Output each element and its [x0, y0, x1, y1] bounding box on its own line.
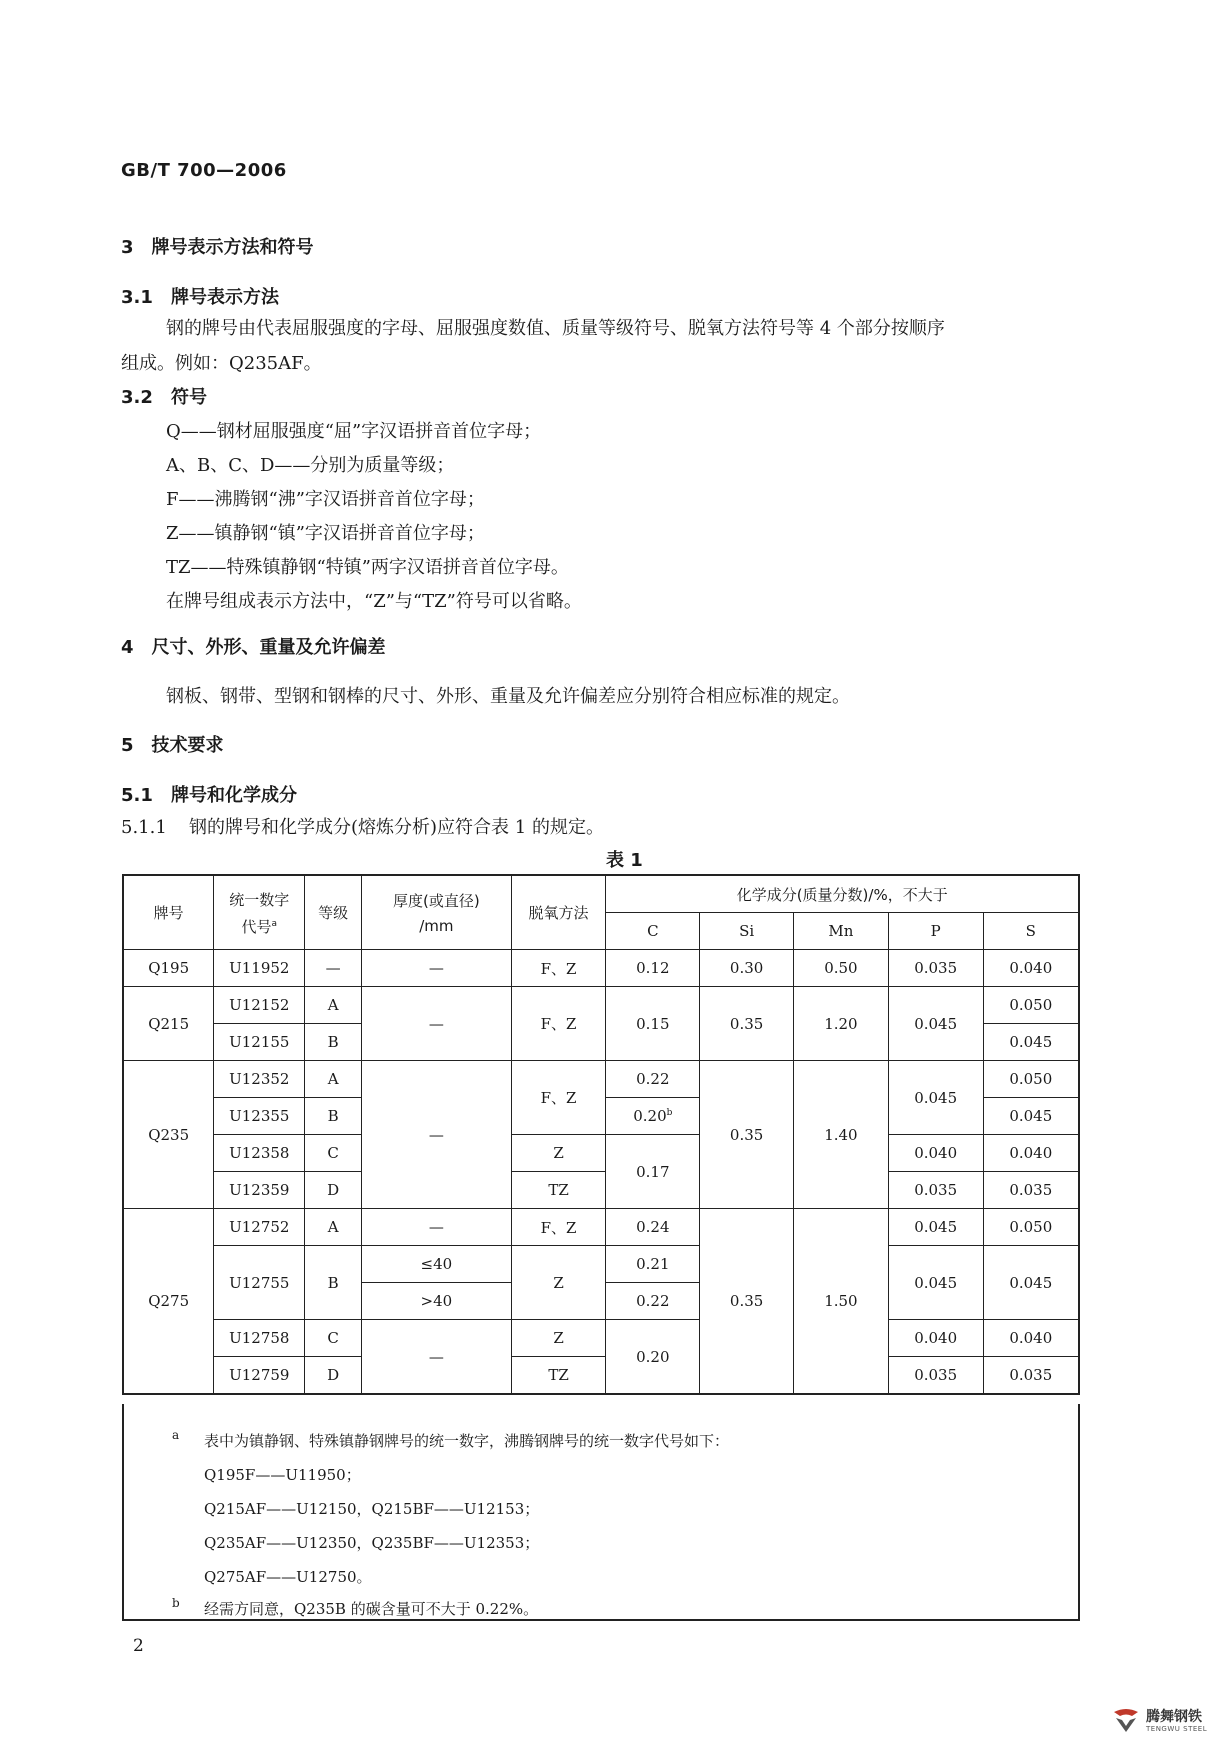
section-3-2-heading [121, 383, 207, 409]
cell-deox: TZ [511, 1357, 606, 1395]
table-row [123, 1246, 1079, 1283]
section-title: 符号 [171, 387, 207, 408]
symbol-line: A、B、C、D——分别为质量等级； [166, 455, 455, 476]
header-code-label: 代号 [241, 917, 272, 936]
note-a-line: Q235AF——U12350，Q235BF——U12353； [204, 1534, 540, 1552]
paragraph: 组成。例如：Q235AF。 [121, 353, 322, 374]
cell-thickness: — [362, 1209, 512, 1246]
cell-deox: F、Z [511, 987, 606, 1061]
header-si: Si [700, 913, 794, 950]
cell-s: 0.040 [983, 1135, 1079, 1172]
cell-level: — [305, 950, 362, 987]
note-a-line: Q195F——U11950； [204, 1466, 361, 1484]
symbol-line: TZ——特殊镇静钢“特镇”两字汉语拼音首位字母。 [166, 557, 569, 578]
cell-si: 0.35 [700, 987, 794, 1061]
note-b-mark: b [172, 1596, 180, 1610]
header-level: 等级 [305, 875, 362, 950]
cell-p: 0.045 [888, 987, 983, 1061]
cell-thickness: — [362, 1320, 512, 1395]
cell-s: 0.045 [983, 1098, 1079, 1135]
symbol-line: F——沸腾钢“沸”字汉语拼音首位字母； [166, 489, 485, 510]
cell-s: 0.050 [983, 1209, 1079, 1246]
cell-thickness: — [362, 987, 512, 1061]
header-c: C [606, 913, 700, 950]
header-thickness-line2: /mm [419, 917, 454, 935]
cell-code: U12358 [214, 1135, 305, 1172]
cell-code: U12352 [214, 1061, 305, 1098]
table-row [123, 1357, 1079, 1395]
section-title: 牌号表示方法 [171, 287, 279, 308]
table-row [123, 1135, 1079, 1172]
note-a-line: 表中为镇静钢、特殊镇静钢牌号的统一数字，沸腾钢牌号的统一数字代号如下： [204, 1432, 730, 1450]
section-number: 3.1 [121, 287, 153, 308]
table-row [123, 1320, 1079, 1357]
table-row [123, 987, 1079, 1024]
cell-c: 0.21 [606, 1246, 700, 1283]
cell-p: 0.040 [888, 1135, 983, 1172]
standard-code: GB/T 700—2006 [121, 160, 287, 181]
paragraph: 钢的牌号和化学成分(熔炼分析)应符合表 1 的规定。 [189, 817, 604, 838]
cell-code: U12759 [214, 1357, 305, 1395]
cell-c: 0.24 [606, 1209, 700, 1246]
section-5-1-1 [121, 813, 604, 839]
logo-mark-icon [1110, 1704, 1142, 1736]
table-row [123, 1061, 1079, 1098]
header-deoxidation: 脱氧方法 [511, 875, 606, 950]
cell-code: U12359 [214, 1172, 305, 1209]
cell-level: C [305, 1320, 362, 1357]
cell-code: U12758 [214, 1320, 305, 1357]
cell-p: 0.035 [888, 950, 983, 987]
cell-deox: TZ [511, 1172, 606, 1209]
cell-thickness: — [362, 950, 512, 987]
cell-c: 0.15 [606, 987, 700, 1061]
cell-grade: Q195 [123, 950, 214, 987]
cell-mn: 1.20 [794, 987, 889, 1061]
cell-mn: 1.50 [794, 1209, 889, 1395]
cell-level: A [305, 1209, 362, 1246]
cell-s: 0.040 [983, 1320, 1079, 1357]
header-code-line1: 统一数字 [229, 890, 290, 909]
cell-c: 0.17 [606, 1135, 700, 1209]
cell-s: 0.035 [983, 1357, 1079, 1395]
section-number: 5.1.1 [121, 817, 167, 838]
cell-mn: 0.50 [794, 950, 889, 987]
chemical-composition-table [122, 874, 1080, 1395]
cell-s: 0.050 [983, 1061, 1079, 1098]
logo-subtext: TENGWU STEEL [1146, 1725, 1208, 1733]
cell-deox: F、Z [511, 950, 606, 987]
section-5-title: 5 技术要求 [121, 735, 224, 756]
note-b-line: 经需方同意，Q235B 的碳含量可不大于 0.22%。 [204, 1600, 539, 1618]
section-title: 牌号和化学成分 [171, 785, 297, 806]
cell-c: 0.22 [606, 1283, 700, 1320]
cell-s: 0.040 [983, 950, 1079, 987]
cell-s: 0.045 [983, 1246, 1079, 1320]
table-header-row [123, 875, 1079, 913]
cell-code: U11952 [214, 950, 305, 987]
section-number: 5.1 [121, 785, 153, 806]
cell-p: 0.045 [888, 1209, 983, 1246]
cell-p: 0.035 [888, 1357, 983, 1395]
cell-thickness: >40 [362, 1283, 512, 1320]
table-row [123, 1209, 1079, 1246]
cell-level: A [305, 1061, 362, 1098]
cell-deox: Z [511, 1246, 606, 1320]
cell-p: 0.040 [888, 1320, 983, 1357]
cell-grade: Q235 [123, 1061, 214, 1209]
header-thickness [362, 875, 512, 950]
table-notes [122, 1404, 1080, 1621]
cell-grade: Q275 [123, 1209, 214, 1395]
cell-level: B [305, 1098, 362, 1135]
header-code-line2 [214, 916, 304, 937]
cell-c: 0.20 [606, 1320, 700, 1395]
symbol-line: Q——钢材屈服强度“屈”字汉语拼音首位字母； [166, 421, 542, 442]
footnote-b-ref: b [666, 1108, 673, 1118]
paragraph: 钢板、钢带、型钢和钢棒的尺寸、外形、重量及允许偏差应分别符合相应标准的规定。 [166, 686, 850, 707]
symbol-line: 在牌号组成表示方法中，“Z”与“TZ”符号可以省略。 [166, 591, 582, 612]
cell-code: U12155 [214, 1024, 305, 1061]
section-number: 3.2 [121, 387, 153, 408]
company-logo [1110, 1700, 1225, 1744]
page-number: 2 [133, 1636, 144, 1656]
cell-deox: F、Z [511, 1209, 606, 1246]
section-5-1-heading [121, 781, 297, 807]
cell-p: 0.045 [888, 1246, 983, 1320]
header-p: P [888, 913, 983, 950]
cell-deox: Z [511, 1135, 606, 1172]
cell-c-value: 0.20 [633, 1107, 667, 1125]
cell-level: C [305, 1135, 362, 1172]
cell-thickness: — [362, 1061, 512, 1209]
section-3-title: 3 牌号表示方法和符号 [121, 237, 314, 258]
cell-grade: Q215 [123, 987, 214, 1061]
header-grade: 牌号 [123, 875, 214, 950]
table-caption: 表 1 [606, 850, 643, 871]
cell-s: 0.045 [983, 1024, 1079, 1061]
cell-s: 0.050 [983, 987, 1079, 1024]
header-thickness-line1: 厚度(或直径) [393, 892, 480, 910]
symbol-line: Z——镇静钢“镇”字汉语拼音首位字母； [166, 523, 485, 544]
cell-level: D [305, 1172, 362, 1209]
header-s: S [983, 913, 1079, 950]
cell-p: 0.045 [888, 1061, 983, 1135]
paragraph: 钢的牌号由代表屈服强度的字母、屈服强度数值、质量等级符号、脱氧方法符号等 4 个部分按顺序 [166, 318, 945, 339]
section-4-title: 4 尺寸、外形、重量及允许偏差 [121, 637, 386, 658]
cell-deox: F、Z [511, 1061, 606, 1135]
note-a-line: Q275AF——U12750。 [204, 1568, 372, 1586]
cell-s: 0.035 [983, 1172, 1079, 1209]
cell-code: U12755 [214, 1246, 305, 1320]
cell-code: U12752 [214, 1209, 305, 1246]
cell-mn: 1.40 [794, 1061, 889, 1209]
section-3-1-heading [121, 283, 279, 309]
logo-text: 腾舞钢铁 [1146, 1709, 1202, 1725]
cell-si: 0.35 [700, 1061, 794, 1209]
cell-code: U12152 [214, 987, 305, 1024]
footnote-a-ref: a [271, 918, 278, 929]
cell-c: 0.12 [606, 950, 700, 987]
header-mn: Mn [794, 913, 889, 950]
cell-p: 0.035 [888, 1172, 983, 1209]
note-a-line: Q215AF——U12150，Q215BF——U12153； [204, 1500, 540, 1518]
header-chemical: 化学成分(质量分数)/%，不大于 [606, 875, 1079, 913]
cell-c: 0.22 [606, 1061, 700, 1098]
cell-deox: Z [511, 1320, 606, 1357]
cell-code: U12355 [214, 1098, 305, 1135]
cell-si: 0.30 [700, 950, 794, 987]
note-a-mark: a [172, 1428, 180, 1442]
header-code [214, 875, 305, 950]
table-row [123, 1172, 1079, 1209]
cell-thickness: ≤40 [362, 1246, 512, 1283]
table-row [123, 950, 1079, 987]
cell-level: D [305, 1357, 362, 1395]
cell-si: 0.35 [700, 1209, 794, 1395]
cell-c [606, 1098, 700, 1135]
cell-level: B [305, 1246, 362, 1320]
cell-level: B [305, 1024, 362, 1061]
cell-level: A [305, 987, 362, 1024]
